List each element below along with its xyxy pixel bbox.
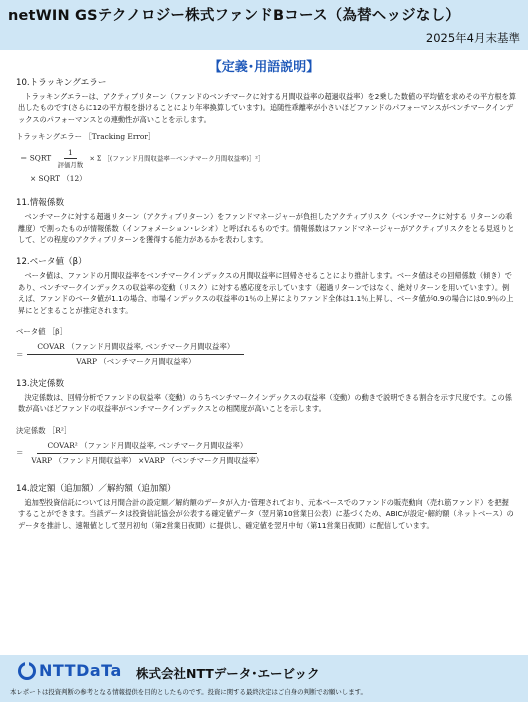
definition-body: トラッキングエラーは、アクティブリターン（ファンドのベンチマークに対する月間収益率の超過収益率）を2乗した数値の平均値を求めその平方根を算出したものです(さらに12の平方根を掛けることにより年率換算しています)。追随性乖離率が小さいほどファンドのパフォーマンスがベンチマークインデックスのパフォーマンスとの連動性が高いことを示します。: [18, 92, 516, 124]
base-date: 2025年4月末基準: [425, 31, 520, 45]
definition-tracking-error: [16, 76, 516, 125]
disclaimer-text: 本レポートは投資判断の参考となる情報提供を目的としたものです。投資に関する最終決定はご自身の判断でお願いします。: [10, 688, 367, 696]
nttdata-logo-icon: [18, 662, 36, 680]
formula-fraction: [27, 341, 244, 367]
definition-body: 追加型投資信託については月間合計の設定額／解約額のデータが入力･管理されており、元本ベースでのファンドの販売動向（売れ筋ファンド）を把握することができます。当該データは投資信託協会が公表する確定値データ（翌月第10営業日公表）に基づくため、ABICが設定･解約額（ネットベース）のデータを推計し、速報値として翌月初旬（第2営業日夜間）に提供し、確定値を翌月中旬（第11営業日夜間）に配信しています。: [18, 497, 514, 530]
formula-denominator: 評価月数: [57, 161, 84, 170]
formula-tracking-error: [16, 131, 528, 184]
formula-sqrt: ＝ SQRT: [20, 153, 52, 163]
definition-information-ratio: [16, 196, 516, 245]
definition-body: ベータ値は、ファンドの月間収益率をベンチマークインデックスの月間収益率に回帰させることにより推計します。ベータ値はその回帰係数（傾き）であり、ベンチマークインデックスの収益率の変動（リスク）に対する感応度を示しています（超過リターンではなく、絶対リターンを用いています）。例えば、ファンドのベータ値が1.1の場合、市場インデックスの収益率の1％の上昇によりファンド全体は1.1％上昇し、ベータ値が0.9の場合には0.9％の上昇にとどまることが推定されます。: [18, 271, 514, 315]
formula-numerator: COVAR² （ファンド月間収益率, ベンチマーク月間収益率）: [37, 440, 257, 454]
footer-bar: [0, 655, 528, 702]
definition-body: 決定係数は、回帰分析でファンドの収益率（変動）のうちベンチマークインデックスの収益率（変動）の動きで説明できる割合を示す尺度です。この係数が高いほどファンドの収益率がベンチマークインデックスとの相関度が高いことを示します。: [18, 393, 512, 414]
formula-numerator: COVAR （ファンド月間収益率, ベンチマーク月間収益率）: [27, 341, 244, 355]
header-bar: [0, 0, 528, 50]
definition-heading: 13.決定係数: [16, 379, 65, 390]
formula-line2: × SQRT （12）: [30, 174, 87, 184]
definition-r-squared: [16, 377, 516, 415]
formula-fraction: [54, 148, 88, 169]
formula-label: 決定係数 ［R²］: [16, 425, 72, 435]
formula-sum: × Σ ［(ファンド月間収益率－ベンチマーク月間収益率)］²］: [89, 154, 265, 163]
fund-title: netWIN GSテクノロジー株式ファンドBコース（為替ヘッジなし）: [8, 8, 460, 24]
nttdata-logo: [18, 661, 122, 680]
formula-beta: ベータ値 ［β］ ＝ $\frac{\text{COVAR （ファンド月間収益率, ベンチマーク月間収益率）}}{\text{VARP （ベンチマーク月間収益率）}}$: [16, 326, 528, 367]
formula-fraction: [27, 440, 267, 466]
definition-heading: 10.トラッキングエラー: [16, 78, 107, 88]
formula-r-squared: 決定係数 ［R²］ ＝ $\frac{\text{COVAR² （ファンド月間収益率, ベンチマーク月間収益率）}}{\text{VARP （ファンド月間収益率） ×VARP （ベンチマーク月間収益率）}}$: [16, 425, 528, 466]
definition-subscription-redemption: [16, 482, 516, 531]
definition-body: ベンチマークに対する超過リターン（アクティブリターン）をファンドマネージャーが負担したアクティブリスク（ベンチマークに対する リターンの乖離度）で割ったものが情報係数（インフォメーション･レシオ）と呼ばれるものです。情報係数はファンドマネージャーがアクティブリスクをとる見返りとして、どの程度のアクティブリターンを獲得する能力があるかを表わします。: [18, 212, 515, 245]
definition-heading: 11.情報係数: [16, 198, 65, 209]
definition-heading: 14.設定額（追加額）／解約額（追加額）: [16, 483, 176, 494]
definition-heading: 12.ベータ値（β）: [16, 257, 87, 268]
company-name: 株式会社NTTデータ･エービック: [136, 666, 320, 681]
section-title: 【定義･用語説明】: [208, 60, 320, 75]
definition-beta: [16, 255, 516, 316]
formula-label: トラッキングエラー ［Tracking Error］: [16, 132, 156, 142]
formula-denominator: VARP （ベンチマーク月間収益率）: [76, 357, 196, 367]
formula-label: ベータ値 ［β］: [16, 327, 67, 337]
formula-denominator: VARP （ファンド月間収益率） ×VARP （ベンチマーク月間収益率）: [31, 455, 264, 465]
definitions-content: [0, 76, 528, 531]
logo-text: NTTDaTa: [39, 661, 122, 680]
formula-numerator: 1: [64, 148, 77, 159]
